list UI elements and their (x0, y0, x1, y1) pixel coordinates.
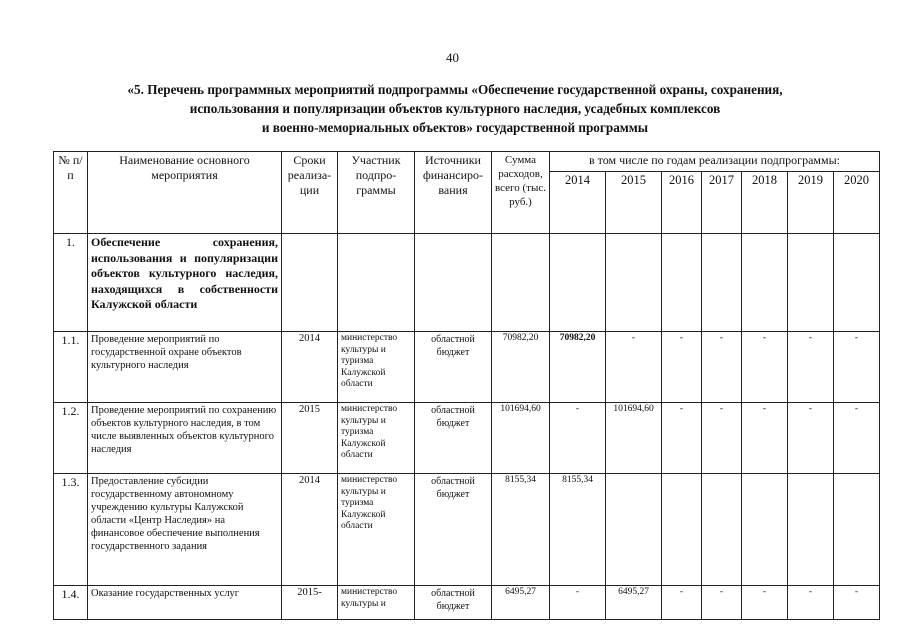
row-name: Обеспечение сохранения, использования и популяризации объектов культурного наследия, находящихся в собственности Калужской области (88, 234, 282, 332)
row-source (415, 234, 492, 332)
table-row (54, 403, 880, 474)
row-year-2019 (788, 474, 834, 586)
row-year-2017: - (702, 332, 742, 403)
row-name: Проведение мероприятий по сохранению объектов культурного наследия, в том числе выявленных объектов культурного наследия (88, 403, 282, 474)
row-year-2020: - (834, 332, 880, 403)
row-year-2020: - (834, 403, 880, 474)
row-num: 1. (54, 234, 88, 332)
row-year-2015: 6495,27 (606, 586, 662, 620)
row-year-2019 (788, 234, 834, 332)
header-year-2015: 2015 (606, 172, 662, 234)
row-total: 8155,34 (492, 474, 550, 586)
row-num: 1.2. (54, 403, 88, 474)
heading-line-3: и военно-мемориальных объектов» государственной программы (261, 120, 649, 135)
row-year-2015 (606, 474, 662, 586)
header-year-2019: 2019 (788, 172, 834, 234)
row-num: 1.3. (54, 474, 88, 586)
header-year-2017: 2017 (702, 172, 742, 234)
row-total: 101694,60 (492, 403, 550, 474)
row-total: 70982,20 (492, 332, 550, 403)
table-row (54, 474, 880, 586)
header-year-2020: 2020 (834, 172, 880, 234)
row-year-2020 (834, 474, 880, 586)
row-period: 2015 (282, 403, 338, 474)
row-year-2018: - (742, 586, 788, 620)
row-total (492, 234, 550, 332)
row-participant: министерство культуры и туризма Калужской области (338, 403, 415, 474)
row-source: областной бюджет (415, 586, 492, 620)
row-year-2017: - (702, 403, 742, 474)
program-activities-table (53, 151, 880, 620)
row-year-2018: - (742, 332, 788, 403)
row-total: 6495,27 (492, 586, 550, 620)
header-participant: Участник подпро-граммы (338, 152, 415, 234)
row-year-2019: - (788, 403, 834, 474)
row-year-2014: 8155,34 (550, 474, 606, 586)
row-num: 1.4. (54, 586, 88, 620)
row-year-2015: 101694,60 (606, 403, 662, 474)
row-period (282, 234, 338, 332)
row-year-2018 (742, 234, 788, 332)
header-year-2016: 2016 (662, 172, 702, 234)
document-heading (60, 80, 850, 137)
row-name: Проведение мероприятий по государственной охране объектов культурного наследия (88, 332, 282, 403)
header-name: Наименование основного мероприятия (88, 152, 282, 234)
row-name: Оказание государственных услуг (88, 586, 282, 620)
row-year-2020 (834, 234, 880, 332)
row-participant: министерство культуры и туризма Калужской области (338, 474, 415, 586)
row-period: 2014 (282, 474, 338, 586)
page-number: 40 (446, 50, 459, 65)
row-name: Предоставление субсидии государственному автономному учреждению культуры Калужской области «Центр Наследия» на финансовое обеспечение выполнения государственного задания (88, 474, 282, 586)
row-year-2020: - (834, 586, 880, 620)
row-year-2014: - (550, 403, 606, 474)
header-total: Сумма расходов, всего (тыс. руб.) (492, 152, 550, 234)
header-num: № п/п (54, 152, 88, 234)
row-period: 2015- (282, 586, 338, 620)
row-year-2016: - (662, 403, 702, 474)
row-participant: министерство культуры и (338, 586, 415, 620)
row-year-2016: - (662, 586, 702, 620)
header-source: Источники финансиро-вания (415, 152, 492, 234)
row-year-2018 (742, 474, 788, 586)
heading-line-2: использования и популяризации объектов культурного наследия, усадебных комплексов (189, 101, 721, 116)
row-year-2014 (550, 234, 606, 332)
row-year-2016 (662, 234, 702, 332)
header-year-2018: 2018 (742, 172, 788, 234)
row-participant: министерство культуры и туризма Калужской области (338, 332, 415, 403)
row-year-2017 (702, 234, 742, 332)
row-year-2017 (702, 474, 742, 586)
row-num: 1.1. (54, 332, 88, 403)
table-row (54, 586, 880, 620)
row-year-2014: 70982,20 (550, 332, 606, 403)
row-participant (338, 234, 415, 332)
row-year-2018: - (742, 403, 788, 474)
row-year-2016 (662, 474, 702, 586)
row-source: областной бюджет (415, 403, 492, 474)
header-year-2014: 2014 (550, 172, 606, 234)
header-period: Сроки реализа-ции (282, 152, 338, 234)
heading-line-1: «5. Перечень программных мероприятий подпрограммы «Обеспечение государственной охраны, сохранения, (127, 82, 783, 97)
row-year-2015: - (606, 332, 662, 403)
table-row (54, 332, 880, 403)
row-year-2016: - (662, 332, 702, 403)
row-year-2015 (606, 234, 662, 332)
row-source: областной бюджет (415, 332, 492, 403)
row-period: 2014 (282, 332, 338, 403)
row-year-2019: - (788, 586, 834, 620)
row-year-2019: - (788, 332, 834, 403)
row-source: областной бюджет (415, 474, 492, 586)
row-year-2017: - (702, 586, 742, 620)
table-row (54, 234, 880, 332)
header-years-group: в том числе по годам реализации подпрограммы: (550, 152, 880, 172)
row-year-2014: - (550, 586, 606, 620)
